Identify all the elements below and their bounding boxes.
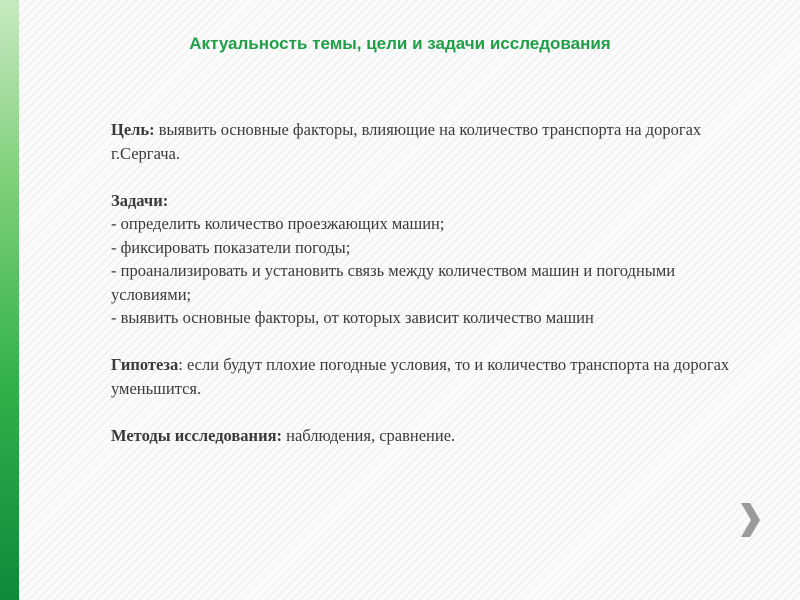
- slide-title: Актуальность темы, цели и задачи исследования: [189, 34, 611, 53]
- hypothesis-text: : если будут плохие погодные условия, то и количество транспорта на дорогах уменьшится.: [111, 355, 730, 398]
- slide-content: [111, 118, 741, 447]
- hypothesis-paragraph: [111, 353, 741, 400]
- next-slide-button[interactable]: [733, 500, 763, 540]
- tasks-label: Задачи:: [111, 190, 169, 210]
- task-item: - проанализировать и установить связь между количеством машин и погодными условиями;: [111, 261, 676, 304]
- goal-label: Цель:: [111, 120, 155, 139]
- task-item: - фиксировать показатели погоды;: [111, 237, 351, 257]
- task-item: - выявить основные факторы, от которых зависит количество машин: [111, 308, 594, 327]
- chevron-right-icon: [733, 500, 763, 540]
- methods-paragraph: [111, 424, 741, 448]
- methods-text: наблюдения, сравнение.: [282, 425, 456, 445]
- methods-label: Методы исследования:: [111, 425, 282, 445]
- accent-bar: [0, 0, 19, 600]
- spacer: [111, 165, 741, 189]
- spacer: [111, 400, 741, 424]
- goal-paragraph: [111, 118, 741, 165]
- goal-text: выявить основные факторы, влияющие на количество транспорта на дорогах г.Сергача.: [111, 120, 702, 163]
- task-item: - определить количество проезжающих машин;: [111, 214, 445, 233]
- hypothesis-label: Гипотеза: [111, 355, 179, 374]
- spacer: [111, 330, 741, 354]
